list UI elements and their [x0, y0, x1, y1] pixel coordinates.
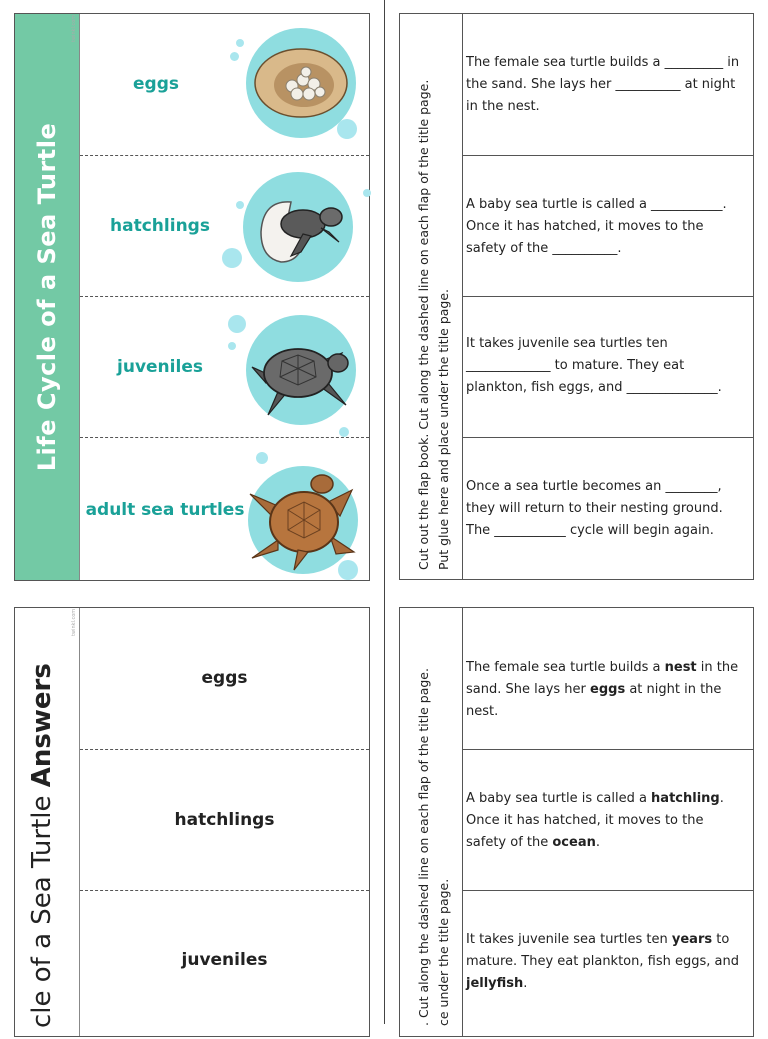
flap-book-spine [15, 14, 79, 580]
answers-sheet [399, 607, 754, 1037]
answer-cell [462, 608, 753, 750]
instruction-line-1: Cut out the flap book. Cut along the dashed line on each flap of the title page. [416, 79, 431, 570]
answers-title-prefix: cle of a Sea Turtle [27, 787, 57, 1028]
bubble [256, 452, 268, 464]
adult-turtle-icon [248, 466, 358, 574]
answer-word: years [671, 932, 713, 947]
answers-title [27, 663, 57, 1028]
flap-label: juveniles [117, 357, 203, 377]
flap-label: hatchlings [174, 810, 275, 830]
page-divider [384, 0, 385, 1024]
fill-in-cell: It takes juvenile sea turtles ten _____________ to mature. They eat plankton, fish eggs, and ______________. [462, 297, 753, 438]
bubble [337, 119, 357, 139]
worksheet [399, 13, 754, 580]
answers-flap-eggs [80, 608, 369, 749]
answers-flap-hatchlings [80, 749, 369, 891]
flap-label: eggs [133, 74, 179, 94]
answer-cell [462, 750, 753, 891]
answer-word: eggs [590, 682, 626, 697]
answers-instruction-line-2: ce under the title page. [436, 878, 451, 1026]
answer-text: . [595, 835, 600, 850]
bubble [236, 39, 244, 47]
instruction-line-2: Put glue here and place under the title page. [436, 288, 451, 570]
answer-text: . Once it has hatched, it moves to the safety of the [466, 791, 724, 850]
fill-in-cells [462, 14, 753, 579]
flap-label: juveniles [181, 950, 268, 970]
bubble [339, 427, 349, 437]
flap-juveniles [80, 296, 369, 438]
instruction-column [400, 14, 463, 579]
answer-text: at night in the nest. [466, 682, 722, 719]
flap-eggs [80, 14, 369, 155]
hatchling-icon [243, 172, 353, 282]
watermark: twinkl.com [71, 608, 77, 636]
answers-spine [15, 608, 79, 1036]
bubble [228, 315, 246, 333]
answer-word: nest [664, 660, 697, 675]
flap-book [14, 13, 370, 581]
bubble [228, 342, 236, 350]
answers-flap-list [79, 608, 369, 1036]
bubble [230, 52, 239, 61]
answers-flap-juveniles [80, 890, 369, 1039]
instruction-text [414, 50, 454, 570]
answer-text: in the sand. She lays her [466, 660, 739, 697]
answer-text: to mature. They eat plankton, fish eggs, and [466, 932, 739, 969]
fill-in-cell: Once a sea turtle becomes an ________, they will return to their nesting ground. The ___________ cycle will begin again. [466, 479, 723, 538]
answers-flap-book [14, 607, 370, 1037]
answer-text: It takes juvenile sea turtles ten [466, 932, 672, 947]
fill-in-cell: A baby sea turtle is called a ___________. Once it has hatched, it moves to the safety of the __________. [462, 156, 753, 297]
flap-list [79, 14, 369, 580]
flap-label: eggs [201, 668, 248, 688]
flap-label: hatchlings [110, 216, 210, 236]
watermark: twinkl.com [71, 14, 77, 42]
fill-in-cell: The female sea turtle builds a _________ in the sand. She lays her __________ at night in the nest. [462, 14, 753, 156]
answer-text: The female sea turtle builds a [466, 660, 665, 675]
answer-cells [462, 608, 753, 1036]
answer-text: A baby sea turtle is called a [466, 791, 652, 806]
answers-instruction-line-1: . Cut along the dashed line on each flap of the title page. [416, 668, 431, 1026]
flap-hatchlings [80, 155, 369, 297]
bubble [363, 189, 371, 197]
answer-word: hatchling [651, 791, 720, 806]
answer-word: ocean [552, 835, 596, 850]
answer-text: . [523, 976, 528, 991]
answer-word: jellyfish [466, 976, 524, 991]
answers-title-bold: Answers [27, 663, 57, 788]
juvenile-turtle-icon [246, 315, 356, 425]
flap-adult-sea-turtles [80, 437, 369, 582]
flap-label: adult sea turtles [85, 500, 245, 520]
bubble [222, 248, 242, 268]
answer-cell [462, 891, 753, 1038]
answers-instruction-column [400, 608, 463, 1036]
flap-book-title: Life Cycle of a Sea Turtle [33, 122, 61, 472]
answers-instruction-text [414, 606, 454, 1026]
